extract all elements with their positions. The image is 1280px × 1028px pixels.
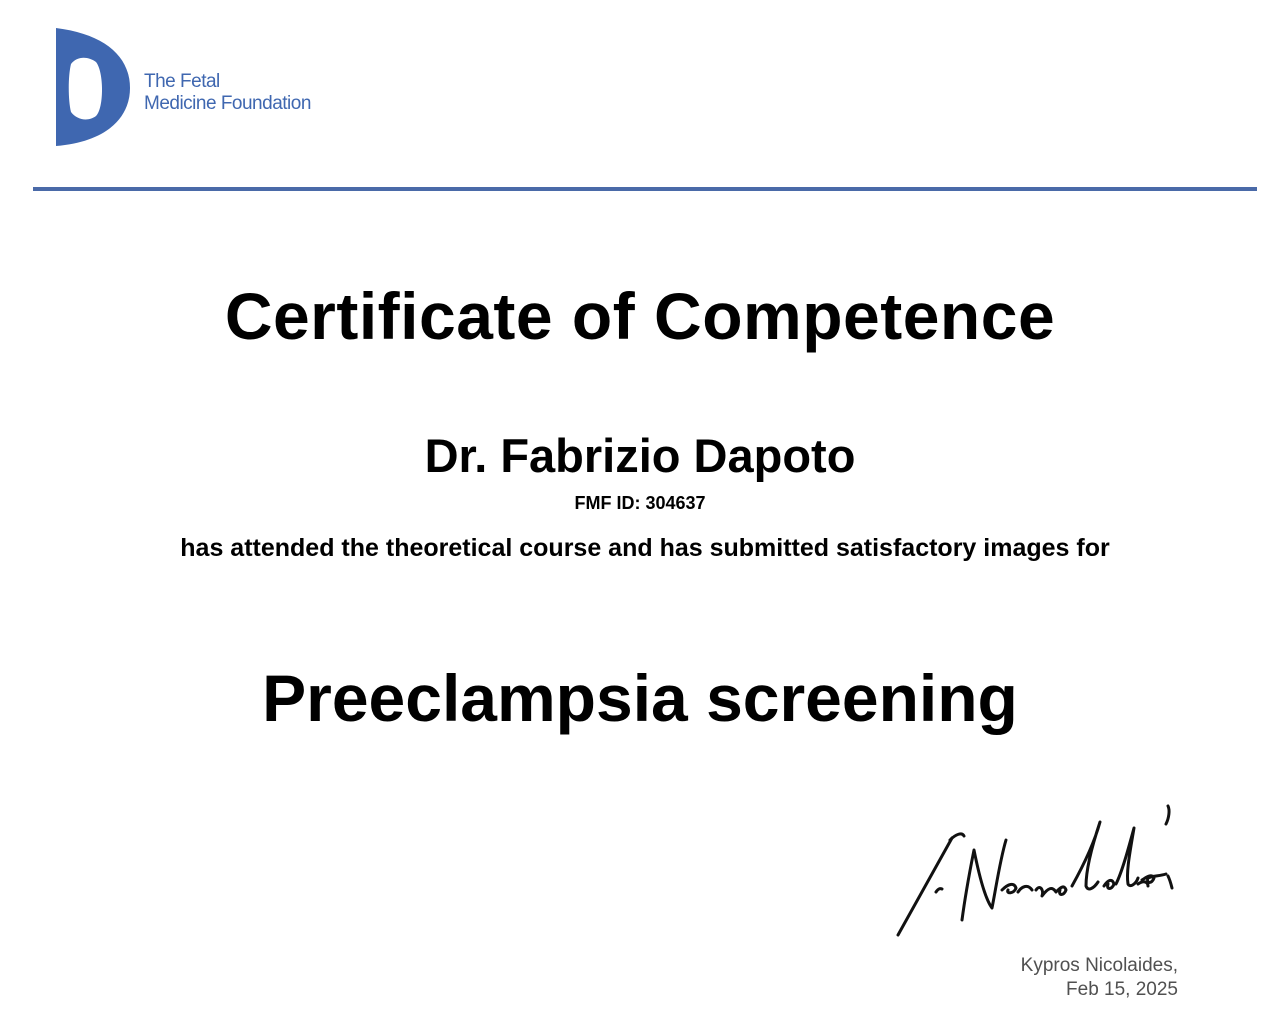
logo-line-2: Medicine Foundation: [144, 93, 311, 114]
handwritten-signature: [890, 800, 1190, 945]
logo-wordmark: [144, 71, 311, 115]
fmf-id: FMF ID: 304637: [574, 493, 706, 513]
certificate-title: Certificate of Competence: [224, 279, 1056, 353]
course-name: Preeclampsia screening: [262, 661, 1018, 735]
header-divider: [33, 187, 1257, 191]
fmf-logo-icon: [54, 24, 134, 150]
logo-line-1: The Fetal: [144, 71, 220, 92]
signature-date: Feb 15, 2025: [1066, 979, 1178, 1000]
signer-block: [1021, 954, 1178, 1002]
fmf-logo: [54, 24, 354, 150]
recipient-name: Dr. Fabrizio Dapoto: [424, 429, 856, 482]
certificate-statement: has attended the theoretical course and has submitted satisfactory images for: [180, 534, 1110, 562]
signer-name: Kypros Nicolaides,: [1020, 955, 1178, 976]
